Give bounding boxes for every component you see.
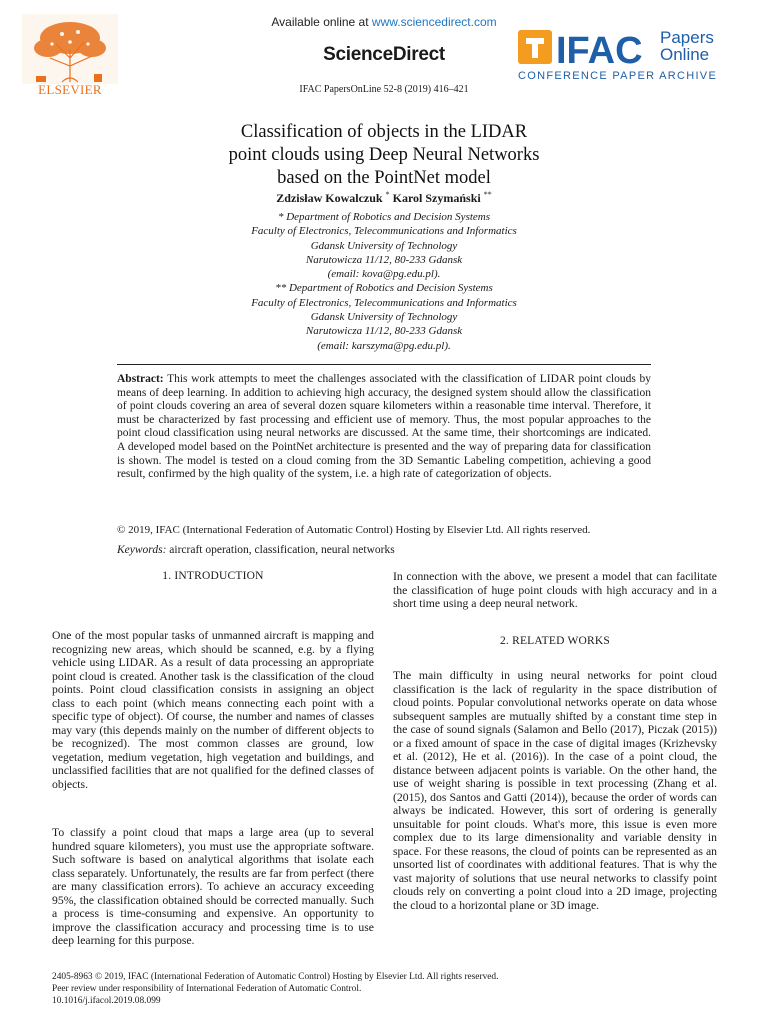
affiliation-line: Faculty of Electronics, Telecommunications and Informatics [251,225,517,238]
title-line: Classification of objects in the LIDAR [240,122,528,142]
page-footer [52,971,712,1007]
title-line: based on the PointNet model [277,168,491,188]
affiliation-line: Gdansk University of Technology [310,311,458,324]
affiliation-line: Gdansk University of Technology [310,239,458,252]
author-mark: * [385,190,390,199]
author-name: Zdzisław Kowalczuk [276,191,383,205]
footer-doi[interactable]: 10.1016/j.ifacol.2019.08.099 [52,996,161,1006]
abstract-text: This work attempts to meet the challenges associated with the classification of LIDAR point clouds by means of deep learning. In addition to achieving high accuracy, the designed system should allow the classification of point clouds covering an area of several dozen square kilometers within a reasonable time interval. Therefore, it must be characterized by fast processing and efficient use of memory. Thus, the most popular approaches to the point cloud classification using neural networks are discussed. At the same time, their shortcomings are indicated. A developed model based on the PointNet architecture is presented and the way of preparing data for classification is shown. The model is tested on a cloud coming from the 3D Semantic Labeling competition, achieving a good result, confirmed by the high quality of the system, i.e. a high rate of categorization of objects. [117,373,651,481]
affiliation-email: (email: kova@pg.edu.pl). [327,268,441,281]
related-works-paragraph: The main difficulty in using neural networks for point cloud classification is the lack of regularity in the space distribution of cloud points. Popular convolutional networks operate on data whose subsequent samples are mutually shifted by a constant time step in the case of sound signals (Salamon and Bello (2017), Piczak (2015)) or a fixed amount of space in the case of digital images (Krizhevsky et al. (2012), He et al. (2016)). In the case of a point cloud, the distance between adjacent points is variable. On the other hand, the use of weight sharing is possible in text processing (Zhang et al. (2015), dos Santos and Gatti (2014)), because the order of words can always be indicated. However, this sort of ordering is generally unsuitable for point clouds. What's more, this issue is even more complex due to its large dimensionality and variable density in space. For these reasons, the cloud of points can be represented as an unsorted list of coordinates with additional features. That is why the vast majority of solutions that use neural networks to classify point clouds rely on converting a point cloud into a 2D image, projecting the cloud to a horizontal plane or 3D image. [393,669,717,912]
ifac-papers-word: Papers [660,28,714,47]
keywords-list: aircraft operation, classification, neural networks [169,544,395,556]
ifac-online-word: Online [660,45,710,64]
paper-title [0,121,768,190]
ifac-word: IFAC [556,30,643,72]
abstract-label: Abstract: [117,373,164,385]
affiliation-line: * Department of Robotics and Decision Systems [277,211,491,223]
title-divider [117,364,651,365]
keywords-label: Keywords: [117,544,167,556]
affiliations [0,210,768,353]
intro-continuation-paragraph: In connection with the above, we present a model that can facilitate the classification of huge point clouds with high accuracy and in a short time using a deep neural network. [393,570,717,610]
sciencedirect-link[interactable]: www.sciencedirect.com [371,15,497,29]
available-prefix: Available online at [271,15,372,29]
author-name: Karol Szymański [392,191,481,205]
footer-peer-review-line: Peer review under responsibility of International Federation of Automatic Control. [52,984,362,994]
affiliation-email: (email: karszyma@pg.edu.pl). [317,339,451,352]
elsevier-wordmark: ELSEVIER [38,82,102,97]
ifac-papers-online-logo-icon [516,24,720,82]
affiliation-line: Faculty of Electronics, Telecommunications and Informatics [251,296,517,309]
author-mark: ** [483,190,492,199]
journal-reference: IFAC PapersOnLine 52-8 (2019) 416–421 [299,84,469,95]
footer-issn-line: 2405-8963 © 2019, IFAC (International Federation of Automatic Control) Hosting by Elsevier Ltd. All rights reserved. [52,972,499,982]
author-list [0,190,768,206]
intro-paragraph: One of the most popular tasks of unmanned aircraft is mapping and recognizing new areas, which should be scanned, e.g. by a flying vehicle using LIDAR. As a result of data processing an appropriate point cloud is created. Another task is the classification of the cloud points. Point cloud classification consists in assigning an object class to each point (which means connecting each point with a specific type of object). Of course, the number and names of classes may vary (this depends mainly on the number of different objects to be recognized). The most common classes are ground, low vegetation, medium vegetation, high vegetation and buildings, and unclassified facilities that are not qualified for the defined classes of objects. [52,629,374,791]
abstract-copyright: © 2019, IFAC (International Federation of Automatic Control) Hosting by Elsevier Ltd. All rights reserved. [117,524,591,536]
affiliation-line: Narutowicza 11/12, 80-233 Gdansk [305,325,463,338]
intro-paragraph: To classify a point cloud that maps a large area (up to several hundred square kilometers), you must use the appropriate software. Such software is based on analytical algorithms that isolate each class separately. Unfortunately, the results are far from perfect (there are many classification errors). To achieve an accuracy exceeding 95%, the classification obtained should be corrected manually. Such a process is time-consuming and expensive. An opportunity to improve the classification accuracy and processing time is to use deep learning for this purpose. [52,826,374,947]
keywords [117,544,657,556]
ifac-archive-tagline: CONFERENCE PAPER ARCHIVE [518,70,718,82]
section-heading-introduction: 1. INTRODUCTION [162,570,264,582]
sciencedirect-title: ScienceDirect [323,44,445,65]
title-line: point clouds using Deep Neural Networks [228,145,540,165]
abstract [117,373,651,482]
affiliation-line: Narutowicza 11/12, 80-233 Gdansk [305,253,463,266]
affiliation-line: ** Department of Robotics and Decision Systems [275,282,493,295]
section-heading-related-works: 2. RELATED WORKS [499,635,610,647]
